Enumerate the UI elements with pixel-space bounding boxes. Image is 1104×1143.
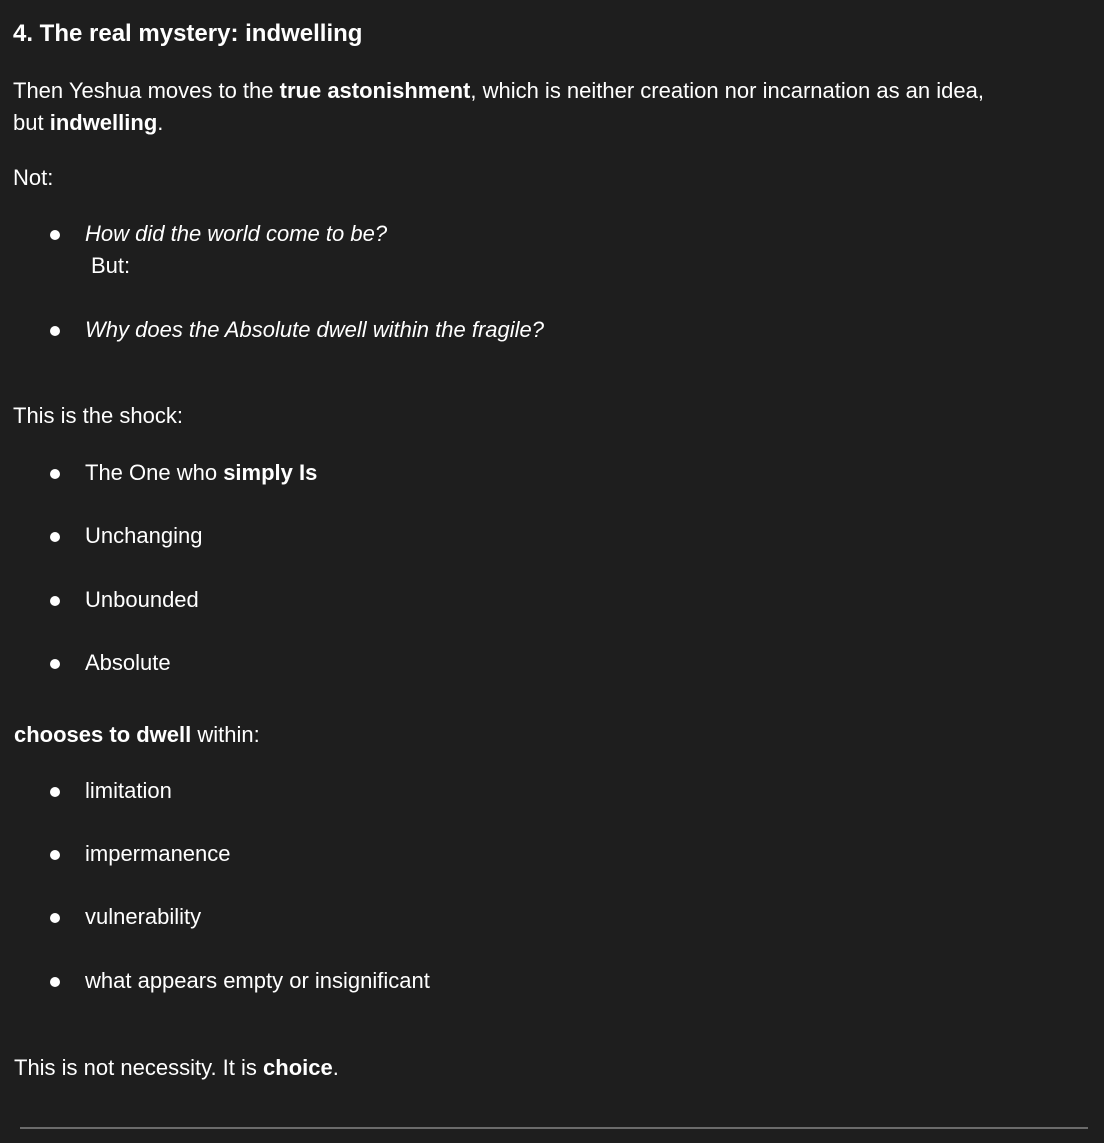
closing-text: This is not necessity. It is [14,1055,264,1080]
the-one-text [85,457,317,489]
bullet-icon [50,230,60,240]
bullet-icon [50,326,60,336]
horizontal-divider [20,1127,1088,1129]
question-2-text: Why does the Absolute dwell within the fragile? [85,317,544,342]
bullet-icon [50,787,60,797]
within-text: vulnerability [85,904,202,929]
attribute-text: Unchanging [85,523,203,548]
chooses-rest: within: [191,722,260,747]
closing-period: . [332,1055,339,1080]
chooses-bold: chooses to dwell [14,722,192,747]
closing-paragraph [14,1052,1094,1084]
intro-text-middle: , which is neither creation nor incarnation as an idea, [470,78,984,103]
bullet-icon [50,596,60,606]
intro-bold-indwelling: indwelling [49,110,158,135]
the-one-text-bold: simply Is [223,460,318,485]
bullet-icon [50,913,60,923]
intro-paragraph [13,75,1093,139]
but-label: But: [91,253,131,278]
within-text: what appears empty or insignificant [85,968,430,993]
closing-bold-choice: choice [263,1055,333,1080]
intro-text-start: Then Yeshua moves to the [13,78,280,103]
attribute-text: Absolute [85,650,171,675]
question-1-text: How did the world come to be? [85,221,388,246]
section-heading: 4. The real mystery: indwelling [13,20,363,47]
not-label: Not: [13,165,54,190]
bullet-icon [50,469,60,479]
the-one-text-plain: The One who [85,460,224,485]
intro-bold-astonishment: true astonishment [279,78,471,103]
bullet-icon [50,659,60,669]
bullet-icon [50,850,60,860]
attribute-text: Unbounded [85,587,199,612]
intro-text-end: . [157,110,164,135]
shock-label: This is the shock: [13,403,183,428]
bullet-icon [50,532,60,542]
chooses-paragraph [14,719,1094,751]
within-text: limitation [85,778,172,803]
bullet-icon [50,977,60,987]
intro-text-line2: but [13,110,50,135]
within-text: impermanence [85,841,231,866]
